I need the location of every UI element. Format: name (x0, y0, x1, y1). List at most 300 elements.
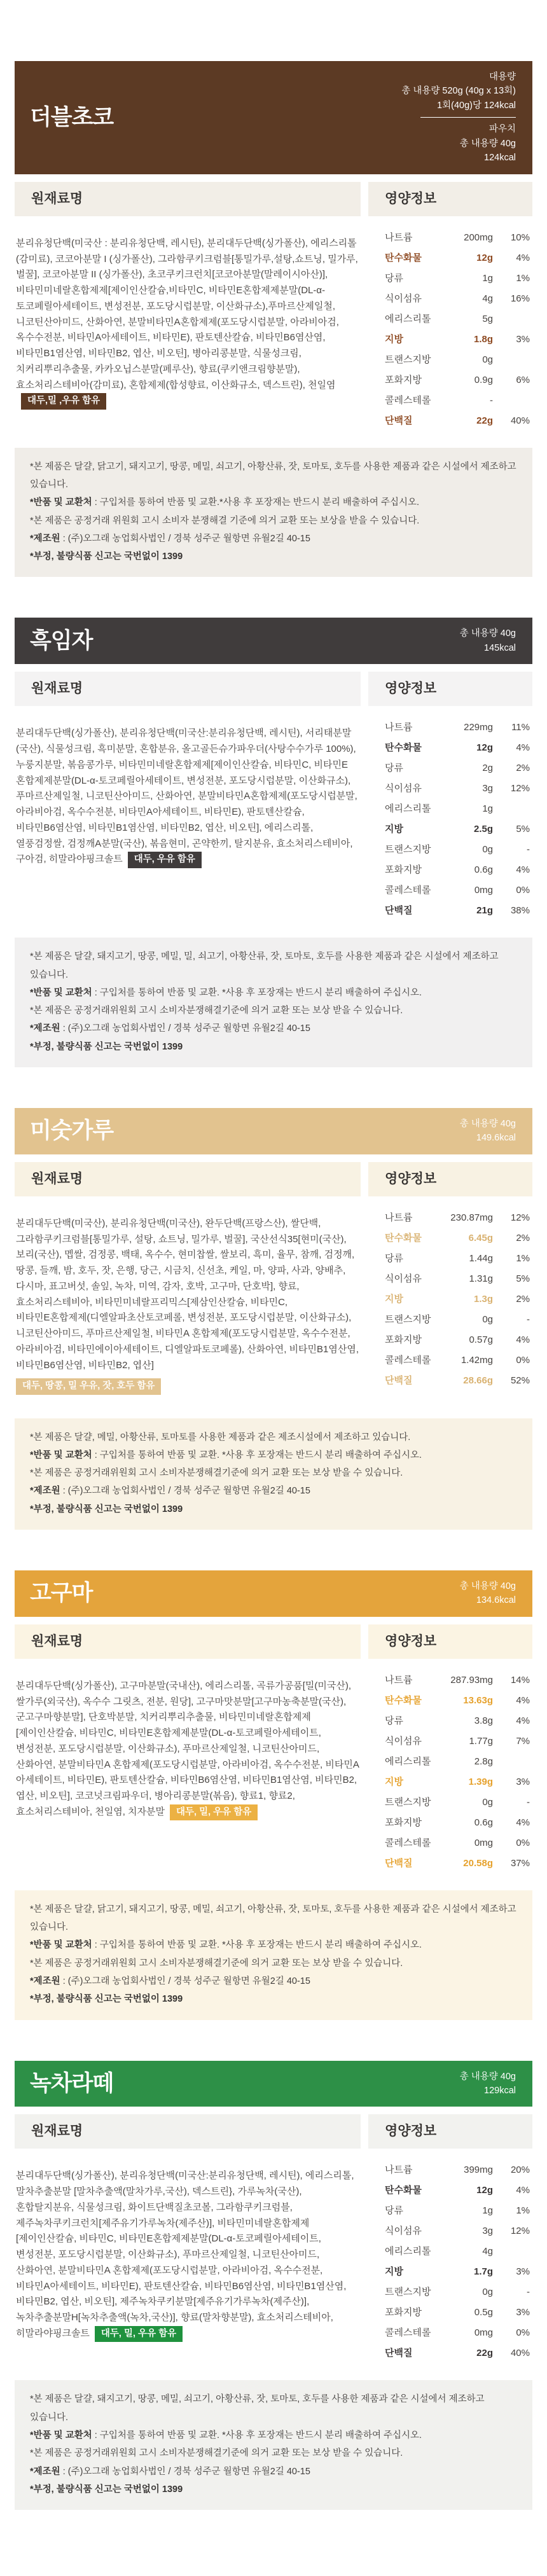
nutrient-value: 3.8g (474, 1715, 493, 1726)
nutrition-row (385, 1734, 530, 1747)
product-header (15, 61, 532, 174)
ingredients-paragraph (15, 1668, 361, 1820)
footnote-line: *제조원 : (주)오그래 농업회사법인 / 경북 성주군 월항면 유월2길 40-15 (30, 2466, 310, 2477)
product-header (15, 2061, 532, 2107)
product-title: 미숫가루 (30, 1118, 114, 1144)
product-title: 고구마 (30, 1581, 93, 1606)
nutrition-row (385, 1693, 530, 1707)
nutrition-table (368, 2149, 532, 2359)
nutrient-daily-pct: 4% (516, 252, 530, 263)
nutrition-row (385, 781, 530, 794)
serving-info-line: 1회(40g)당 124kcal (437, 100, 516, 111)
nutrient-label: 식이섬유 (385, 1735, 422, 1747)
nutrient-value: 4g (482, 2246, 493, 2257)
nutrition-table (368, 706, 532, 917)
product-section (15, 1108, 532, 1530)
ingredients-column (15, 1162, 361, 1404)
nutrient-label: 에리스리톨 (385, 2246, 431, 2257)
nutrition-row (385, 352, 530, 366)
nutrient-daily-pct: 12% (510, 2226, 530, 2237)
nutrient-value: 2g (482, 763, 493, 774)
nutrient-value: 0.5g (474, 2307, 493, 2318)
footnote-line: *본 제품은 달걀, 닭고기, 돼지고기, 땅콩, 메밀, 쇠고기, 아황산류, 잣, 토마토, 호두를 사용한 제품과 같은 시설에서 제조하고 있습니다. (30, 461, 516, 490)
serving-info-divider (420, 117, 516, 118)
nutrient-daily-pct: 0% (516, 1354, 530, 1366)
product-section (15, 2061, 532, 2510)
product-title: 더블초코 (30, 104, 114, 130)
nutrient-daily-pct: 3% (516, 2307, 530, 2318)
serving-info-line: 145kcal (484, 642, 516, 653)
nutrient-daily-pct: 38% (510, 905, 530, 917)
nutrient-value: 200mg (464, 232, 493, 243)
nutrient-label: 콜레스테롤 (385, 394, 431, 406)
nutrient-label: 에리스리톨 (385, 1755, 431, 1767)
footnote-line: *본 제품은 달걀, 닭고기, 돼지고기, 땅콩, 메밀, 쇠고기, 아황산류, 잣, 토마토, 호두를 사용한 제품과 같은 시설에서 제조하고 있습니다. (30, 1904, 516, 1933)
footnote-line: *부정, 불량식품 신고는 국번없이 1399 (30, 551, 183, 562)
serving-info-line: 파우치 (488, 124, 516, 135)
nutrient-label: 식이섬유 (385, 2226, 422, 2237)
nutrient-label: 당류 (385, 763, 403, 774)
ingredients-heading: 원재료명 (15, 672, 361, 706)
nutrient-daily-pct: - (527, 1796, 530, 1808)
nutrient-daily-pct: 52% (510, 1375, 530, 1386)
nutrient-daily-pct: 4% (516, 742, 530, 754)
nutrient-label: 식이섬유 (385, 293, 422, 304)
nutrient-value: 3g (482, 2226, 493, 2237)
allergen-badge: 대두, 밀, 우유 함유 (170, 1804, 258, 1820)
nutrition-row (385, 271, 530, 284)
nutrition-row (385, 251, 530, 264)
nutrient-label: 트랜스지방 (385, 2287, 431, 2298)
nutrient-value: 1.44g (469, 1252, 493, 1264)
nutrient-daily-pct: 40% (510, 415, 530, 426)
footnote-line: *본 제품은 공정거래 위원회 고시 소비자 분쟁해결 기준에 의거 교환 또는 보상을 받을 수 있습니다. (30, 515, 420, 526)
nutrient-value: 1g (482, 272, 493, 284)
nutrient-daily-pct: 2% (516, 763, 530, 774)
nutrition-row (385, 903, 530, 917)
nutrient-label: 포화지방 (385, 1817, 422, 1828)
footnotes (15, 938, 532, 1067)
nutrient-label: 나트륨 (385, 1674, 413, 1686)
footnote-line: *부정, 불량식품 신고는 국번없이 1399 (30, 1504, 183, 1514)
nutrient-label: 탄수화물 (385, 2185, 422, 2196)
product-title: 흑임자 (30, 628, 93, 653)
nutrition-table (368, 1659, 532, 1869)
ingredients-text: 분리대두단백(미국산), 분리유청단백(미국산), 완두단백(프랑스산), 쌀단백, 그라함쿠키크럼블[통밀가루, 설탕, 쇼트닝, 밀가루, 벌꿀], 국산선식35[현미(국산), 보리(국산), 멥쌀, 검정콩, 백태, 옥수수, 현미찹쌀, 쌀보리, 흑미, 율무, 참깨, 검정깨, 땅콩, 들깨, 밤, 호두, 잣, 은행, 당근, 시금치, 신선초, 케일, 마, 양파, 사과, 양배추, 다시마, 표고버섯, 솔잎, 녹차, 미역, 감자, 호박, 고구마, 단호박], 향료, 효소처리스테비아, 비타민미네랄프리믹스[제삼인산칼슘, 비타민C, 비타민E혼합제제(디엘알파초산토코페롤, 변성전분, 포도당시럽분말, 이산화규소), 니코틴산아미드, 푸마르산제일철, 비타민A 혼합제제(포도당시럽분말, 옥수수전분, 아라비아검, 비타민에이아세테이트, 디엘알파토코페롤), 산화아연, 비타민B1염산염, 비타민B6염산염, 비타민B2, 엽산] (16, 1217, 359, 1371)
nutrition-heading: 영양정보 (368, 1624, 532, 1659)
nutrient-daily-pct: 10% (510, 232, 530, 243)
nutrient-value: 229mg (464, 722, 493, 733)
nutrient-label: 포화지방 (385, 2307, 422, 2318)
ingredients-paragraph (15, 2158, 361, 2342)
nutrient-value: - (490, 394, 493, 406)
ingredients-paragraph (15, 1206, 361, 1395)
nutrient-daily-pct: 5% (516, 1273, 530, 1284)
serving-info-line: 124kcal (484, 153, 516, 163)
nutrient-daily-pct: 6% (516, 374, 530, 385)
nutrition-table (368, 216, 532, 427)
allergen-badge: 대두,밀 ,우유 함유 (21, 393, 106, 409)
nutrient-daily-pct: 4% (516, 1715, 530, 1726)
nutrition-row (385, 413, 530, 427)
nutrient-value: 2.5g (473, 824, 493, 835)
nutrient-label: 단백질 (385, 1857, 413, 1869)
nutrition-column (368, 182, 532, 434)
nutrient-value: 0g (482, 2287, 493, 2298)
ingredients-column (15, 1624, 361, 1830)
nutrient-label: 단백질 (385, 1375, 413, 1386)
nutrient-daily-pct: 3% (516, 333, 530, 345)
nutrition-row (385, 1815, 530, 1829)
serving-info (460, 1117, 516, 1146)
ingredients-text: 분리유청단백(미국산 : 분리유청단백, 레시틴), 분리대두단백(싱가폴산), 에리스리톨 (감미료), 코코아분말 I (싱가폴산), 그라함쿠키크럼블[통밀가루,설탕,쇼트닝, 밀가루,벌꿀], 코코아분말 II (싱가폴산), 초코쿠키크런치[코코아분말(말레이시아산)], 비타민미네랄혼합제제[제이인산칼슘,비타민C, 비타민E혼합제제분말(DL-α- 토코페릴아세테이트, 변성전분, 포도당시럽분말, 이산화규소),푸마르산제일철, 니코틴산아미드, 산화아연, 분말비타민A혼합제제(포도당시럽분말, 아라비아검,옥수수전분, 비타민A아세테이트, 비타민E), 판토텐산칼슘, 비타민B6염산염, 비타민B1염산염, 비타민B2, 엽산, 비오틴], 병아리콩분말, 식물성크림, 치커리뿌리추출물, 카카오닙스분말(페루산), 향료(쿠키앤크림향분말), 효소처리스테비아(감미료), 혼합제제(합성향료, 이산화규소, 덱스트린), 천일염 (16, 237, 358, 391)
content-columns (15, 672, 532, 924)
nutrient-value: 12g (476, 252, 493, 263)
nutrition-heading: 영양정보 (368, 672, 532, 706)
nutrient-daily-pct: 3% (516, 1776, 530, 1787)
nutrient-value: 1.3g (473, 1293, 493, 1305)
serving-info-line: 총 내용량 40g (459, 1118, 516, 1129)
nutrient-daily-pct: 5% (516, 824, 530, 835)
nutrient-value: 1g (482, 2205, 493, 2217)
product-section (15, 61, 532, 577)
nutrient-value: 287.93mg (450, 1674, 493, 1686)
content-columns (15, 1162, 532, 1404)
product-header (15, 618, 532, 664)
allergen-badge: 대두, 땅콩, 밀 우유, 잣, 호두 함유 (16, 1378, 161, 1394)
nutrition-row (385, 2224, 530, 2237)
nutrient-label: 단백질 (385, 905, 413, 917)
nutrient-daily-pct: 37% (510, 1857, 530, 1869)
footnote-line: *본 제품은 공정거래위원회 고시 소비자분쟁해결기준에 의거 교환 또는 보상 받을 수 있습니다. (30, 2448, 403, 2459)
nutrient-label: 콜레스테롤 (385, 1354, 431, 1366)
nutrient-value: 1.42mg (460, 1354, 493, 1366)
nutrient-daily-pct: 12% (510, 783, 530, 794)
nutrient-label: 지방 (385, 824, 403, 835)
serving-info-line: 총 내용량 40g (459, 1581, 516, 1591)
nutrient-value: 5g (482, 313, 493, 324)
nutrition-row (385, 1754, 530, 1768)
nutrient-value: 0g (482, 844, 493, 855)
ingredients-column (15, 2114, 361, 2351)
nutrition-row (385, 862, 530, 876)
nutrient-value: 21g (476, 905, 493, 917)
nutrition-row (385, 1271, 530, 1285)
serving-info-line: 134.6kcal (476, 1595, 516, 1606)
footnotes (15, 448, 532, 578)
nutrient-label: 당류 (385, 1715, 403, 1726)
nutrition-heading: 영양정보 (368, 182, 532, 216)
nutrient-daily-pct: 4% (516, 864, 530, 876)
nutrient-daily-pct: - (527, 2287, 530, 2298)
nutrient-label: 에리스리톨 (385, 313, 431, 324)
nutrition-column (368, 1624, 532, 1876)
nutrient-value: 6.45g (468, 1232, 493, 1243)
nutrition-row (385, 1795, 530, 1808)
nutrient-label: 트랜스지방 (385, 1313, 431, 1325)
nutrition-row (385, 2163, 530, 2176)
nutrient-label: 지방 (385, 333, 403, 345)
nutrient-label: 나트륨 (385, 2164, 413, 2176)
nutrient-value: 1.39g (468, 1776, 493, 1787)
content-columns (15, 182, 532, 434)
footnote-line: *제조원 : (주)오그래 농업회사법인 / 경북 성주군 월항면 유월2길 40-15 (30, 1976, 310, 1986)
serving-info-line: 149.6kcal (476, 1133, 516, 1144)
footnote-line: *부정, 불량식품 신고는 국번없이 1399 (30, 2484, 183, 2495)
nutrient-label: 탄수화물 (385, 1694, 422, 1706)
nutrient-value: 20.58g (463, 1857, 493, 1869)
nutrient-daily-pct: 0% (516, 885, 530, 896)
nutrition-row (385, 2183, 530, 2196)
footnotes (15, 1890, 532, 2020)
content-columns (15, 1624, 532, 1876)
ingredients-heading: 원재료명 (15, 1624, 361, 1659)
nutrient-label: 포화지방 (385, 864, 422, 876)
nutrition-row (385, 1373, 530, 1387)
footnote-line: *반품 및 교환처 : 구입처를 통하여 반품 및 교환. *사용 후 포장재는 반드시 분리 배출하여 주십시오. (30, 1450, 422, 1460)
nutrient-value: 13.63g (463, 1694, 493, 1706)
footnote-line: *본 제품은 달걀, 메밀, 아황산류, 토마토를 사용한 제품과 같은 제조시설에서 제조하고 있습니다. (30, 1432, 411, 1443)
nutrient-label: 지방 (385, 2266, 403, 2278)
serving-info (460, 2070, 516, 2098)
nutrient-value: 22g (476, 2348, 493, 2359)
nutrition-row (385, 373, 530, 386)
nutrition-row (385, 1836, 530, 1849)
nutrition-row (385, 1231, 530, 1244)
nutrition-row (385, 822, 530, 835)
product-header (15, 1570, 532, 1617)
nutrient-value: 0.57g (469, 1334, 493, 1345)
nutrient-value: 12g (476, 2185, 493, 2196)
nutrient-label: 당류 (385, 1252, 403, 1264)
nutrient-daily-pct: - (527, 844, 530, 855)
nutrient-daily-pct: 1% (516, 1252, 530, 1264)
nutrition-row (385, 1856, 530, 1869)
footnotes (15, 1418, 532, 1530)
ingredients-heading: 원재료명 (15, 2114, 361, 2149)
ingredients-paragraph (15, 226, 361, 410)
footnotes (15, 2380, 532, 2510)
nutrient-daily-pct: 4% (516, 2185, 530, 2196)
footnote-line: *본 제품은 공정거래위원회 고시 소비자분쟁해결기준에 의거 교환 또는 보상 받을 수 있습니다. (30, 1468, 403, 1479)
nutrient-label: 탄수화물 (385, 742, 422, 754)
footnote-line: *반품 및 교환처 : 구입처를 통하여 반품 및 교환. *사용 후 포장재는 반드시 분리 배출하여 주십시오. (30, 2430, 422, 2441)
nutrient-value: 4g (482, 293, 493, 304)
nutrient-daily-pct: 0% (516, 1837, 530, 1848)
nutrition-row (385, 2325, 530, 2339)
nutrient-value: 12g (476, 742, 493, 754)
nutrient-value: 1.31g (469, 1273, 493, 1284)
nutrition-row (385, 393, 530, 406)
nutrient-value: 22g (476, 415, 493, 426)
footnote-line: *본 제품은 달걀, 돼지고기, 땅콩, 메밀, 쇠고기, 아황산류, 잣, 토마토, 호두를 사용한 제품과 같은 시설에서 제조하고 있습니다. (30, 2394, 485, 2423)
serving-info-line: 총 내용량 40g (459, 628, 516, 639)
serving-info (401, 70, 516, 165)
serving-info-line: 129kcal (484, 2086, 516, 2096)
ingredients-heading: 원재료명 (15, 182, 361, 216)
footnote-line: *부정, 불량식품 신고는 국번없이 1399 (30, 1041, 183, 1052)
nutrition-row (385, 1312, 530, 1326)
nutrition-table (368, 1196, 532, 1387)
nutrient-value: 0mg (474, 2327, 493, 2339)
product-title: 녹차라떼 (30, 2070, 114, 2096)
nutrition-row (385, 740, 530, 754)
nutrient-value: 1g (482, 803, 493, 815)
nutrition-row (385, 291, 530, 305)
ingredients-text: 분리대두단백(싱가폴산), 분리유청단백(미국산:분리유청단백, 레시틴), 에리스리톨, 말차추출분말 [말차추출액(말차가루,국산), 덱스트린}, 가루녹차(국산), 혼합탈지분유, 식물성크림, 화이트단백질초코볼, 그라함쿠키크럼블, 제주녹차쿠키크런치[제주유기가루녹차(제주산)], 비타민미네랄혼합제제[제이인산칼슘, 비타민C, 비타민E혼합제제분말(DL-α-토코페릴아세테이트, 변성전분, 포도당시럽분말, 이산화규소), 푸마르산제일철, 니코틴산아미드, 산화아연, 분말비타민A 혼합제제(포도당시럽분말, 아라비아검, 옥수수전분, 비타민A아세테이트, 비타민E), 판토텐산칼슘, 비타민B6염산염, 비타민B1염산염, 비타민B2, 엽산, 비오틴], 제주녹차쿠키분말[제주유기가루녹차(제주산)], 녹차추출분말H[녹차추출액(녹차,국산)], 향료(말차향분말), 효소처리스테비아, 히말라야핑크솔트 (16, 2170, 354, 2339)
nutrient-label: 단백질 (385, 415, 413, 426)
footnote-line: *본 제품은 공정거래위원회 고시 소비자분쟁해결기준에 의거 교환 또는 보상 받을 수 있습니다. (30, 1958, 403, 1969)
nutrition-row (385, 332, 530, 345)
nutrition-heading: 영양정보 (368, 1162, 532, 1196)
ingredients-column (15, 182, 361, 419)
nutrient-value: 0g (482, 354, 493, 365)
nutrient-daily-pct: 1% (516, 2205, 530, 2217)
product-header (15, 1108, 532, 1154)
nutrient-label: 당류 (385, 2205, 403, 2217)
nutrition-row (385, 1775, 530, 1788)
nutrient-daily-pct: 14% (510, 1674, 530, 1686)
nutrient-value: 1.77g (469, 1735, 493, 1747)
nutrition-row (385, 1714, 530, 1727)
footnote-line: *반품 및 교환처 : 구입처를 통하여 반품 및 교환.*사용 후 포장재는 반드시 분리 배출하여 주십시오. (30, 497, 420, 508)
nutrient-label: 단백질 (385, 2348, 413, 2359)
ingredients-heading: 원재료명 (15, 1162, 361, 1196)
nutrient-value: 0g (482, 1313, 493, 1325)
nutrient-value: 399mg (464, 2164, 493, 2176)
nutrient-label: 나트륨 (385, 1212, 413, 1223)
nutrient-label: 나트륨 (385, 232, 413, 243)
allergen-badge: 대두, 우유 함유 (128, 852, 202, 868)
footnote-line: *반품 및 교환처 : 구입처를 통하여 반품 및 교환. *사용 후 포장재는 반드시 분리 배출하여 주십시오. (30, 1940, 422, 1951)
nutrient-daily-pct: 1% (516, 272, 530, 284)
nutrient-label: 당류 (385, 272, 403, 284)
nutrition-row (385, 312, 530, 325)
nutrient-value: 0mg (474, 885, 493, 896)
footnote-line: *본 제품은 공정거래위원회 고시 소비자분쟁해결기준에 의거 교환 또는 보상 받을 수 있습니다. (30, 1006, 403, 1016)
nutrition-row (385, 1251, 530, 1264)
nutrient-label: 콜레스테롤 (385, 885, 431, 896)
nutrient-label: 나트륨 (385, 722, 413, 733)
nutrient-daily-pct: 7% (516, 1735, 530, 1747)
product-section (15, 618, 532, 1067)
nutrient-daily-pct: 11% (511, 722, 530, 733)
nutrient-label: 탄수화물 (385, 1232, 422, 1243)
nutrition-row (385, 801, 530, 815)
nutrient-daily-pct: 2% (516, 1232, 530, 1243)
nutrient-value: 0g (482, 1796, 493, 1808)
nutrient-daily-pct: 2% (516, 1293, 530, 1305)
nutrient-label: 포화지방 (385, 374, 422, 385)
nutrition-row (385, 1292, 530, 1305)
nutrition-column (368, 2114, 532, 2366)
nutrition-row (385, 842, 530, 855)
nutrient-label: 콜레스테롤 (385, 1837, 431, 1848)
nutrient-daily-pct: 4% (516, 1817, 530, 1828)
nutrient-label: 탄수화물 (385, 252, 422, 263)
nutrient-daily-pct: 40% (510, 2348, 530, 2359)
nutrient-daily-pct: - (527, 1313, 530, 1325)
nutrient-daily-pct: 3% (516, 2266, 530, 2278)
nutrient-daily-pct: 20% (510, 2164, 530, 2176)
nutrient-label: 트랜스지방 (385, 844, 431, 855)
footnote-line: *제조원 : (주)오그래 농업회사법인 / 경북 성주군 월항면 유월2길 40-15 (30, 1023, 310, 1034)
nutrition-row (385, 2305, 530, 2318)
nutrient-value: 0.6g (474, 1817, 493, 1828)
nutrition-row (385, 2346, 530, 2359)
nutrient-label: 콜레스테롤 (385, 2327, 431, 2339)
serving-info-line: 총 내용량 520g (40g x 13회) (401, 86, 516, 97)
serving-info-line: 총 내용량 40g (459, 138, 516, 149)
nutrient-value: 0.9g (474, 374, 493, 385)
nutrient-daily-pct: 12% (510, 1212, 530, 1223)
nutrition-row (385, 1210, 530, 1224)
nutrition-row (385, 720, 530, 733)
nutrition-row (385, 1333, 530, 1346)
content-columns (15, 2114, 532, 2366)
nutrition-heading: 영양정보 (368, 2114, 532, 2149)
product-section (15, 1570, 532, 2020)
ingredients-text: 분리대두단백(싱가폴산), 분리유청단백(미국산:분리유청단백, 레시틴), 서리태분말(국산), 식물성크림, 흑미분말, 혼합분유, 올고골든슈가파우더(사탕수수가루 100%), 누룽지분말, 볶음콩가루, 비타민미네랄혼합제제[제이인산칼슘, 비타민C, 비타민E 혼합제제분말(DL-α-토코페릴아세테이트, 변성전분, 포도당시럽분말, 이산화규소), 푸마르산제일철, 니코틴산아미드, 산화아연, 분말비타민A혼합제제(포도당시럽분말, 아라비아검, 옥수수전분, 비타민A아세테이트, 비타민E), 판토텐산칼슘, 비타민B6염산염, 비타민B1염산염, 비타민B2, 엽산, 비오틴], 에리스리톨, 열풍검정쌀, 검정깨A분말(국산), 볶음현미, 곤약한끼, 탈지분유, 효소처리스테비아, 구아검, 히말라야핑크솔트 (16, 728, 357, 865)
nutrition-column (368, 672, 532, 924)
nutrition-row (385, 1673, 530, 1686)
nutrient-label: 트랜스지방 (385, 1796, 431, 1808)
nutrient-label: 식이섬유 (385, 783, 422, 794)
nutrition-row (385, 2244, 530, 2257)
serving-info-line: 총 내용량 40g (459, 2071, 516, 2082)
nutrient-daily-pct: 4% (516, 1694, 530, 1706)
ingredients-text: 분리대두단백(싱가폴산), 고구마분말(국내산), 에리스리톨, 곡류가공품[밀(미국산), 쌀가루(외국산), 옥수수 그릿츠, 전분, 원당], 고구마맛분말[고구마농축분말(국산), 군고구마향분말], 단호박분말, 치커리뿌리추출물, 비타민미네랄혼합제제[제이인산칼슘, 비타민C, 비타민E혼합제제분말(DL-α-토코페릴아세테이트, 변성전분, 포도당시럽분말, 이산화규소), 푸마르산제일철, 니코틴산아미드, 산화아연, 분말비타민A 혼합제제(포도당시럽분말, 아라비아검, 옥수수전분, 비타민A 아세테이트, 비타민E), 판토텐산칼슘, 비타민B6염산염, 비타민B1염산염, 비타민B2, 엽산, 비오틴], 코코넛크림파우더, 병아리콩분말(볶음), 향료1, 향료2, 효소처리스테비아, 천일염, 치자분말 (16, 1680, 359, 1817)
nutrient-label: 지방 (385, 1776, 403, 1787)
nutrition-row (385, 883, 530, 896)
nutrition-row (385, 230, 530, 244)
footnote-line: *부정, 불량식품 신고는 국번없이 1399 (30, 1994, 183, 2005)
nutrient-label: 지방 (385, 1293, 403, 1305)
footnote-line: *제조원 : (주)오그래 농업회사법인 / 경북 성주군 월항면 유월2길 40-15 (30, 533, 310, 544)
nutrient-value: 1.7g (473, 2266, 493, 2278)
nutrition-row (385, 2285, 530, 2298)
ingredients-column (15, 672, 361, 877)
nutrition-row (385, 761, 530, 774)
nutrient-value: 0mg (474, 1837, 493, 1848)
nutrient-value: 1.8g (473, 333, 493, 345)
nutrient-label: 식이섬유 (385, 1273, 422, 1284)
nutrient-daily-pct: 4% (516, 1334, 530, 1345)
serving-info (460, 1579, 516, 1608)
nutrient-label: 트랜스지방 (385, 354, 431, 365)
footnote-line: *본 제품은 달걀, 돼지고기, 땅콩, 메밀, 밀, 쇠고기, 아황산류, 잣, 토마토, 호두를 사용한 제품과 같은 시설에서 제조하고 있습니다. (30, 952, 499, 980)
nutrient-label: 포화지방 (385, 1334, 422, 1345)
serving-info (460, 627, 516, 655)
nutrient-value: 0.6g (474, 864, 493, 876)
serving-info-line: 대용량 (488, 72, 516, 82)
allergen-badge: 대두, 밀, 우유 함유 (95, 2326, 183, 2342)
nutrient-value: 230.87mg (450, 1212, 493, 1223)
nutrition-row (385, 2264, 530, 2278)
nutrient-value: 3g (482, 783, 493, 794)
ingredients-paragraph (15, 716, 361, 868)
nutrient-value: 2.8g (474, 1755, 493, 1767)
nutrition-row (385, 2203, 530, 2217)
nutrient-daily-pct: 16% (510, 293, 530, 304)
footnote-line: *반품 및 교환처 : 구입처를 통하여 반품 및 교환. *사용 후 포장재는 반드시 분리 배출하여 주십시오. (30, 987, 422, 998)
nutrition-column (368, 1162, 532, 1394)
nutrition-row (385, 1353, 530, 1366)
nutrient-value: 28.66g (463, 1375, 493, 1386)
nutrient-daily-pct: 0% (516, 2327, 530, 2339)
nutrient-label: 에리스리톨 (385, 803, 431, 815)
footnote-line: *제조원 : (주)오그래 농업회사법인 / 경북 성주군 월항면 유월2길 40-15 (30, 1486, 310, 1497)
